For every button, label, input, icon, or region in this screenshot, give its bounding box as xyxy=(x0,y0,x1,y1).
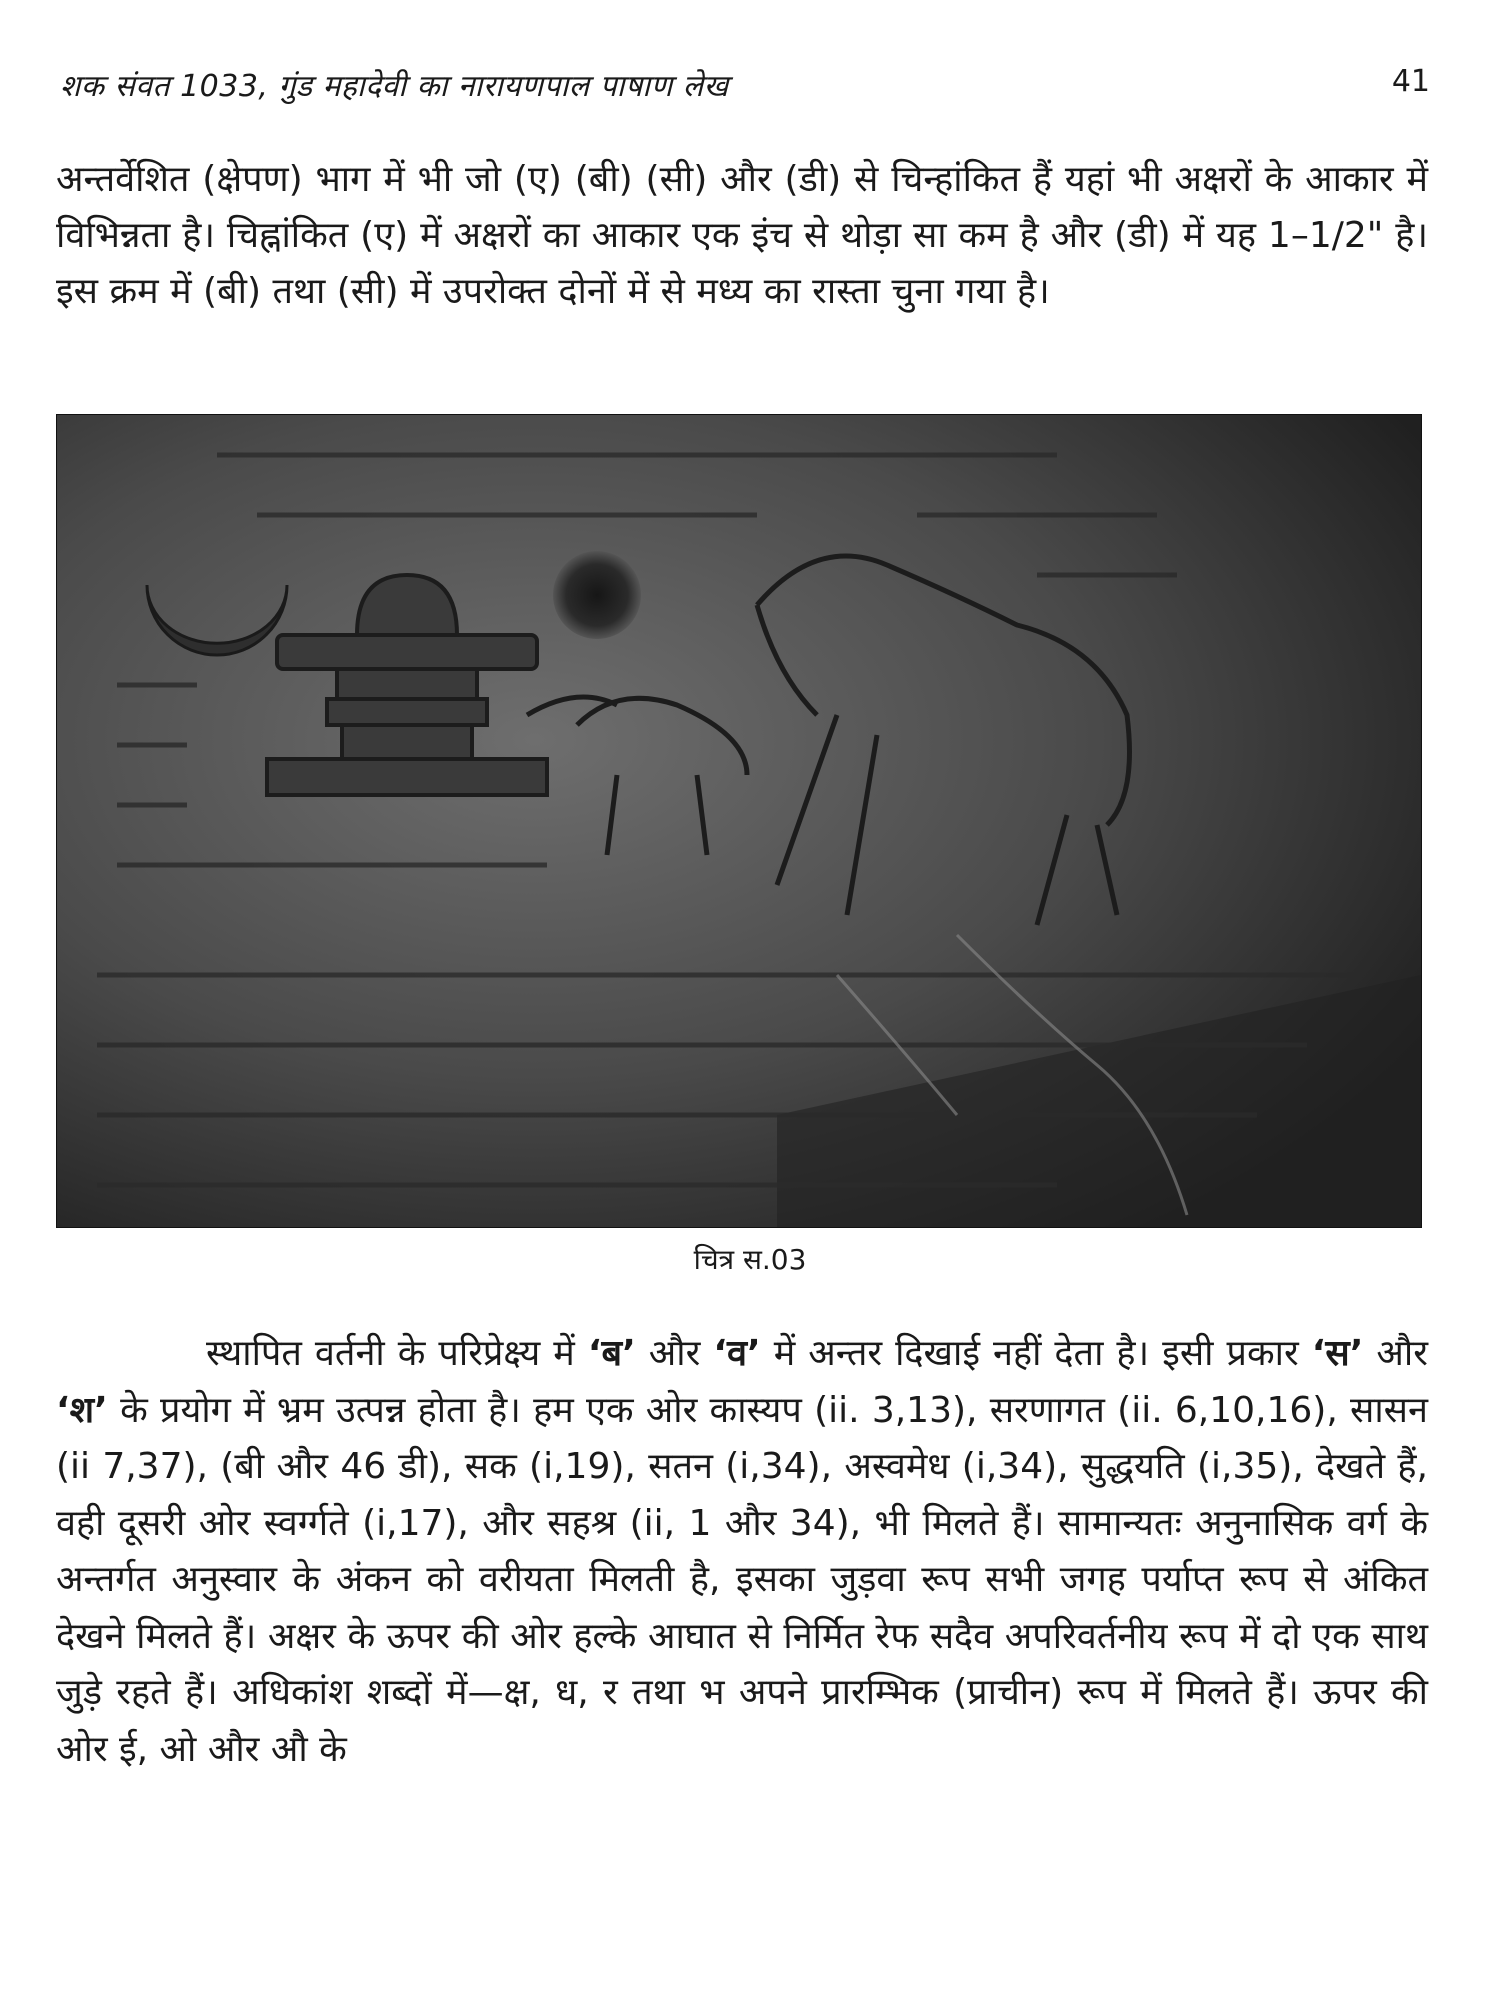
paragraph-bottom xyxy=(56,1326,1428,1778)
quoted-letter-va: ‘व’ xyxy=(713,1333,761,1374)
paragraph-top: अन्तर्वेशित (क्षेपण) भाग में भी जो (ए) (बी) (सी) और (डी) से चिन्हांकित हैं यहां भी अक्षरों के आकार में विभिन्नता है। चिह्नांकित (ए) में अक्षरों का आकार एक इंच से थोड़ा सा कम है और (डी) में यह 1–1/2" है। इस क्रम में (बी) तथा (सी) में उपरोक्त दोनों में से मध्य का रास्ता चुना गया है। xyxy=(56,159,1428,312)
quoted-letter-sa: ‘स’ xyxy=(1311,1333,1364,1374)
text-run-1: स्थापित वर्तनी के परिप्रेक्ष्य में xyxy=(206,1333,588,1374)
running-title: शक संवत 1033, गुंड महादेवी का नारायणपाल पाषाण लेख xyxy=(60,69,729,104)
quoted-letter-ba: ‘ब’ xyxy=(587,1333,636,1374)
page-number: 41 xyxy=(1391,64,1430,99)
text-run-2: और xyxy=(635,1333,714,1374)
figure-caption: चित्र स.03 xyxy=(693,1243,807,1276)
inscription-photo-illustration xyxy=(57,415,1421,1227)
page-header xyxy=(60,64,1430,104)
text-run-3: में अन्तर दिखाई नहीं देता है। इसी प्रकार xyxy=(760,1333,1312,1374)
text-run-5: के प्रयोग में भ्रम उत्पन्न होता है। हम एक ओर कास्यप (ii. 3,13), सरणागत (ii. 6,10,16), सासन (ii 7,37), (बी और 46 डी), सक (i,19), सतन (i,34), अस्वमेध (i,34), सुद्धयति (i,35), देखते हैं, वही दूसरी ओर स्वर्ग्गते (i,17), और सहश्र (ii, 1 और 34), भी मिलते हैं। सामान्यतः अनुनासिक वर्ग के अन्तर्गत अनुस्वार के अंकन को वरीयता मिलती है, इसका जुड़वा रूप सभी जगह पर्याप्त रूप से अंकित देखने मिलते हैं। अक्षर के ऊपर की ओर हल्के आघात से निर्मित रेफ सदैव अपरिवर्तनीय रूप में दो एक साथ जुड़े रहते हैं। अधिकांश शब्दों में—क्ष, ध, र तथा भ अपने प्रारम्भिक (प्राचीन) रूप में मिलते हैं। ऊपर की ओर ई, ओ और औ के xyxy=(56,1389,1428,1770)
text-run-4: और xyxy=(1363,1333,1428,1374)
quoted-letter-sha: ‘श’ xyxy=(56,1389,108,1431)
inscription-photo xyxy=(56,414,1422,1228)
